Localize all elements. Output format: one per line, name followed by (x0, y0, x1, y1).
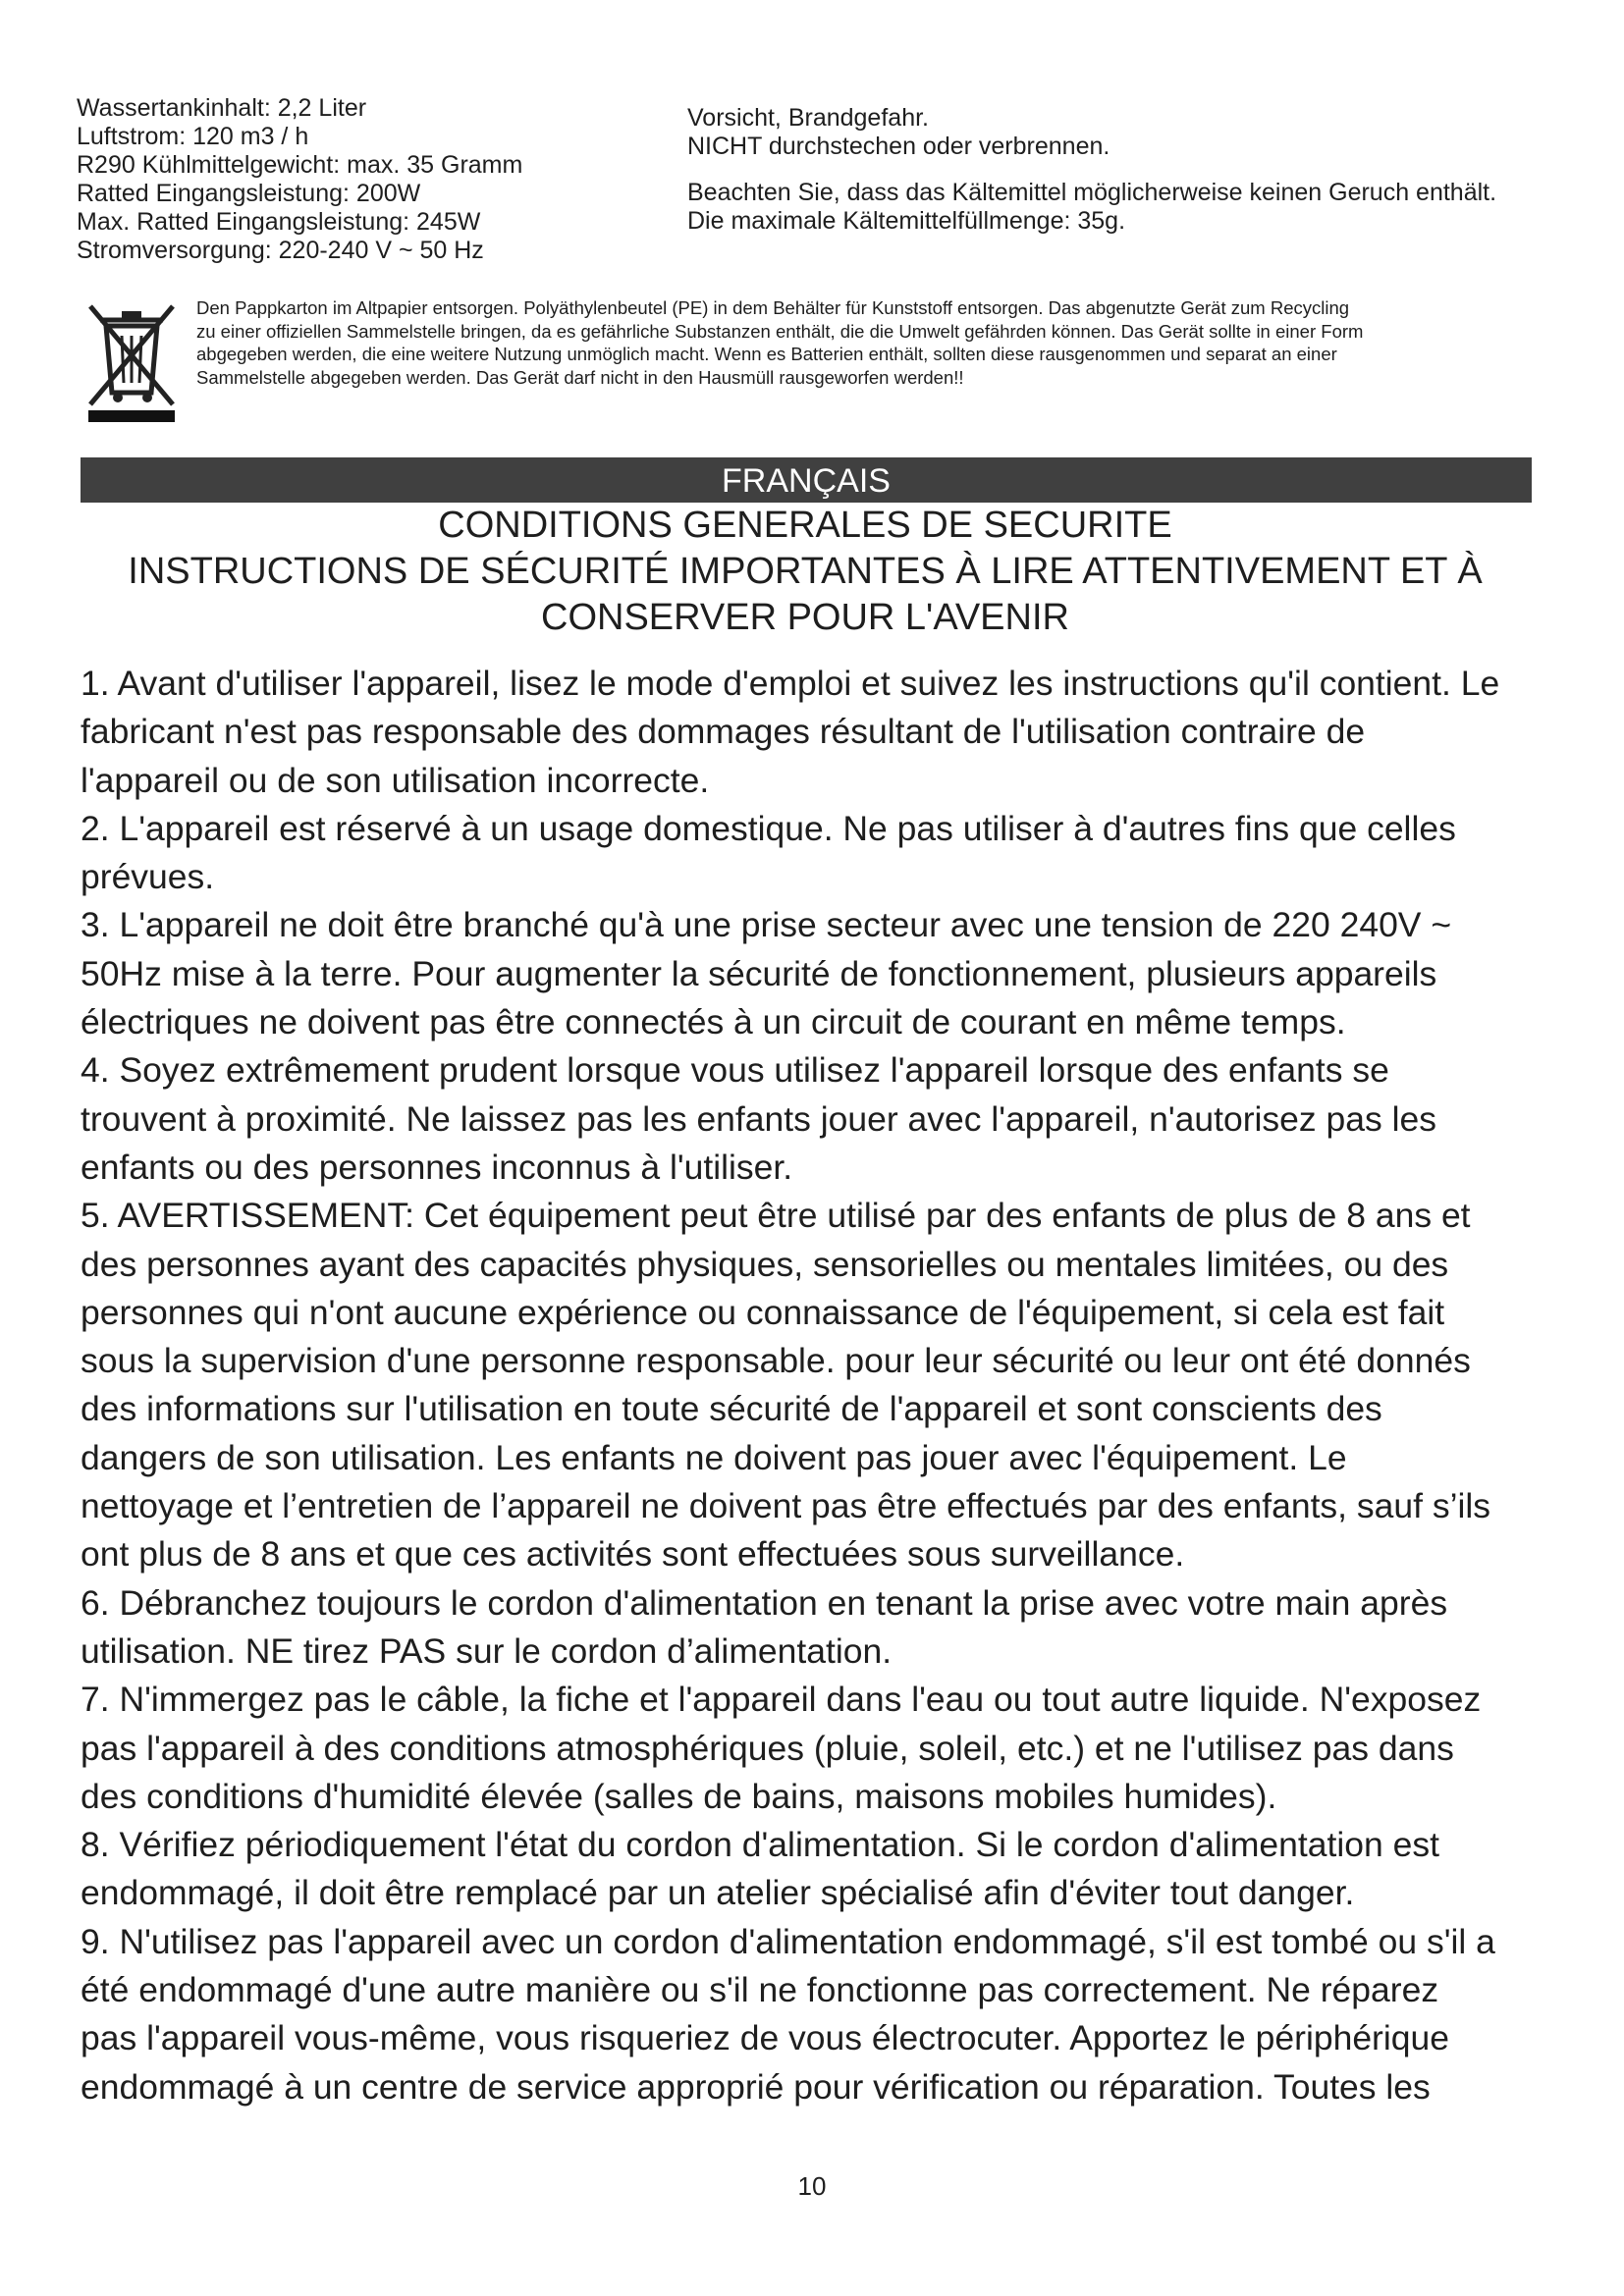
instruction-line: 9. N'utilisez pas l'appareil avec un cordon d'alimentation endommagé, s'il est tombé ou s'il a (81, 1921, 1495, 1961)
instruction-line: 2. L'appareil est réservé à un usage domestique. Ne pas utiliser à d'autres fins que celles (81, 808, 1456, 848)
recycling-notice (196, 296, 1571, 389)
instruction-line: endommagé, il doit être remplacé par un atelier spécialisé afin d'éviter tout danger. (81, 1873, 1355, 1913)
instruction-line: utilisation. NE tirez PAS sur le cordon d’alimentation. (81, 1630, 893, 1671)
instruction-line: trouvent à proximité. Ne laissez pas les enfants jouer avec l'appareil, n'autorisez pas les (81, 1098, 1437, 1139)
instruction-line: pas l'appareil à des conditions atmosphériques (pluie, soleil, etc.) et ne l'utilisez pas dans (81, 1728, 1454, 1768)
technical-specs (77, 94, 626, 265)
instruction-line: 3. L'appareil ne doit être branché qu'à une prise secteur avec une tension de 220 240V ~ (81, 905, 1452, 945)
recycling-line: abgegeben werden, die eine weitere Nutzung unmöglich macht. Wenn es Batterien enthält, sollten diese rausgenommen und separat an einer (196, 344, 1337, 364)
instruction-line: sous la supervision d'une personne responsable. pour leur sécurité ou leur ont été donnés (81, 1341, 1471, 1381)
instruction-line: ont plus de 8 ans et que ces activités sont effectuées sous surveillance. (81, 1534, 1185, 1575)
instruction-line: dangers de son utilisation. Les enfants ne doivent pas jouer avec l'équipement. Le (81, 1437, 1347, 1477)
recycling-line: zu einer offiziellen Sammelstelle bringen, da es gefährliche Substanzen enthält, die die Umwelt gefährden können. Das Gerät sollte in einer Form (196, 320, 1364, 342)
fire-warning (687, 104, 1571, 236)
instruction-line: prévues. (81, 857, 215, 897)
section-subtitle: INSTRUCTIONS DE SÉCURITÉ IMPORTANTES À LIRE ATTENTIVEMENT ET À (128, 551, 1483, 592)
language-section-header: FRANÇAIS (81, 457, 1532, 503)
instruction-line: des conditions d'humidité élevée (salles de bains, maisons mobiles humides). (81, 1776, 1277, 1816)
safety-titles (79, 503, 1532, 641)
section-subtitle: CONSERVER POUR L'AVENIR (541, 597, 1069, 638)
instruction-line: 8. Vérifiez périodiquement l'état du cordon d'alimentation. Si le cordon d'alimentation est (81, 1825, 1439, 1865)
instruction-line: été endommagé d'une autre manière ou s'il ne fonctionne pas correctement. Ne réparez (81, 1970, 1439, 2010)
spec-line: R290 Kühlmittelgewicht: max. 35 Gramm (77, 151, 523, 179)
spec-line: Wassertankinhalt: 2,2 Liter (77, 94, 367, 122)
instruction-line: électriques ne doivent pas être connectés à un circuit de courant en même temps. (81, 1002, 1346, 1042)
instruction-line: endommagé à un centre de service approprié pour vérification ou réparation. Toutes les (81, 2066, 1431, 2107)
spec-line: Ratted Eingangsleistung: 200W (77, 180, 421, 207)
instruction-line: l'appareil ou de son utilisation incorrecte. (81, 760, 710, 800)
spec-line: Stromversorgung: 220-240 V ~ 50 Hz (77, 237, 484, 264)
warning-line: Vorsicht, Brandgefahr. (687, 104, 929, 132)
instruction-line: personnes qui n'ont aucune expérience ou connaissance de l'équipement, si cela est fait (81, 1292, 1445, 1332)
page-number: 10 (797, 2171, 827, 2201)
spec-line: Luftstrom: 120 m3 / h (77, 123, 309, 150)
instruction-line: enfants ou des personnes inconnus à l'utiliser. (81, 1147, 793, 1187)
warning-line: Beachten Sie, dass das Kältemittel möglicherweise keinen Geruch enthält. (687, 179, 1497, 206)
warning-line: NICHT durchstechen oder verbrennen. (687, 133, 1110, 160)
safety-instructions (81, 660, 1553, 2111)
instruction-line: fabricant n'est pas responsable des dommages résultant de l'utilisation contraire de (81, 712, 1366, 752)
recycling-line: Den Pappkarton im Altpapier entsorgen. Polyäthylenbeutel (PE) in dem Behälter für Kunststoff entsorgen. Das abgenutzte Gerät zum Recycling (196, 297, 1350, 318)
recycling-line: Sammelstelle abgegeben werden. Das Gerät darf nicht in den Hausmüll rausgeworfen werden!! (196, 366, 964, 388)
instruction-line: 6. Débranchez toujours le cordon d'alimentation en tenant la prise avec votre main après (81, 1582, 1448, 1623)
crossed-out-bin-icon (79, 296, 185, 424)
spec-line: Max. Ratted Eingangsleistung: 245W (77, 208, 481, 236)
instruction-line: 7. N'immergez pas le câble, la fiche et l'appareil dans l'eau ou tout autre liquide. N'exposez (81, 1680, 1482, 1720)
instruction-line: 4. Soyez extrêmement prudent lorsque vous utilisez l'appareil lorsque des enfants se (81, 1050, 1389, 1091)
section-title: CONDITIONS GENERALES DE SECURITE (438, 505, 1172, 546)
instruction-line: des personnes ayant des capacités physiques, sensorielles ou mentales limitées, ou des (81, 1244, 1449, 1284)
instruction-line: pas l'appareil vous-même, vous risqueriez de vous électrocuter. Apportez le périphérique (81, 2018, 1449, 2058)
instruction-line: nettoyage et l’entretien de l’appareil ne doivent pas être effectués par des enfants, sauf s’ils (81, 1486, 1491, 1526)
instruction-line: 1. Avant d'utiliser l'appareil, lisez le mode d'emploi et suivez les instructions qu'il contient. Le (81, 664, 1500, 703)
instruction-line: des informations sur l'utilisation en toute sécurité de l'appareil et sont conscients des (81, 1389, 1382, 1429)
warning-line: Die maximale Kältemittelfüllmenge: 35g. (687, 207, 1126, 235)
instruction-line: 5. AVERTISSEMENT: Cet équipement peut être utilisé par des enfants de plus de 8 ans et (81, 1196, 1471, 1236)
instruction-line: 50Hz mise à la terre. Pour augmenter la sécurité de fonctionnement, plusieurs appareils (81, 953, 1437, 993)
